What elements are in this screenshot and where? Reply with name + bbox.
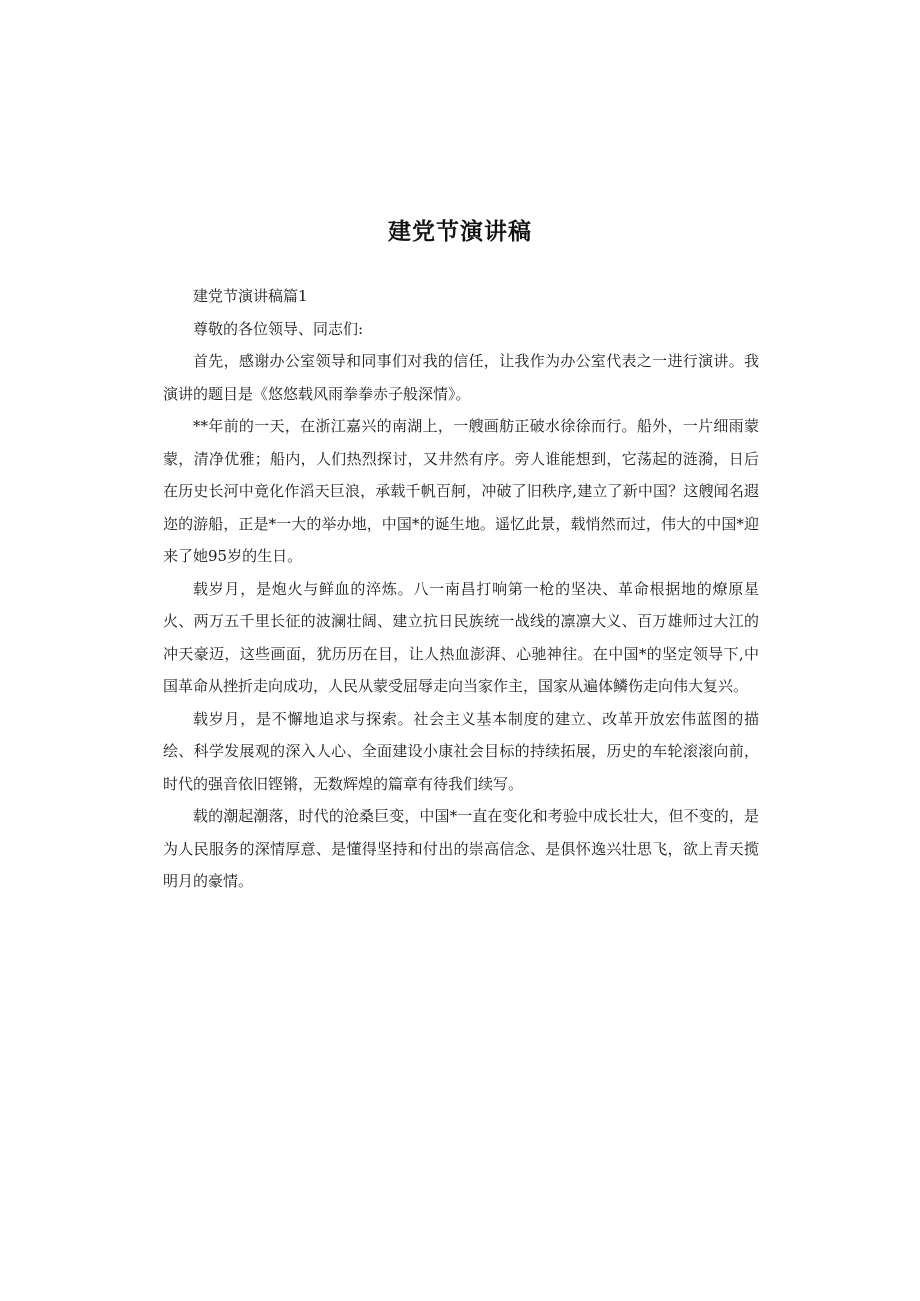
paragraph: 载岁月，是炮火与鲜血的淬炼。八一南昌打响第一枪的坚决、革命根据地的燎原星火、两万五千里长征的波澜壮阔、建立抗日民族统一战线的凛凛大义、百万雄师过大江的冲天豪迈，这些画面，犹历历在目，让人热血澎湃、心驰神往。在中国*的坚定领导下,中国革命从挫折走向成功，人民从蒙受屈辱走向当家作主，国家从遍体鳞伤走向伟大复兴。 [163, 579, 759, 695]
salutation: 尊敬的各位领导、同志们: [193, 319, 364, 338]
document-title: 建党节演讲稿 [388, 219, 532, 245]
paragraph: 载岁月，是不懈地追求与探索。社会主义基本制度的建立、改革开放宏伟蓝图的描绘、科学发展观的深入人心、全面建设小康社会目标的持续拓展，历史的车轮滚滚向前，时代的强音依旧铿锵，无数辉煌的篇章有待我们续写。 [163, 709, 759, 793]
paragraph: 载的潮起潮落，时代的沧桑巨变，中国*一直在变化和考验中成长壮大，但不变的，是为人民服务的深情厚意、是懂得坚持和付出的崇高信念、是俱怀逸兴壮思飞，欲上青天揽明月的豪情。 [163, 807, 759, 890]
paragraph: 首先，感谢办公室领导和同事们对我的信任，让我作为办公室代表之一进行演讲。我演讲的题目是《悠悠载风雨拳拳赤子般深情》。 [163, 352, 759, 403]
document-body [163, 280, 759, 898]
section-heading: 建党节演讲稿篇1 [193, 287, 308, 305]
paragraph: **年前的一天，在浙江嘉兴的南湖上，一艘画舫正破水徐徐而行。船外，一片细雨蒙蒙，清净优雅；船内，人们热烈探讨，又井然有序。旁人谁能想到，它荡起的涟漪，日后在历史长河中竟化作滔天巨浪，承载千帆百舸，冲破了旧秩序,建立了新中国？这艘闻名遐迩的游船，正是*一大的举办地，中国*的诞生地。遥忆此景，载悄然而过，伟大的中国*迎来了她95岁的生日。 [163, 417, 759, 565]
